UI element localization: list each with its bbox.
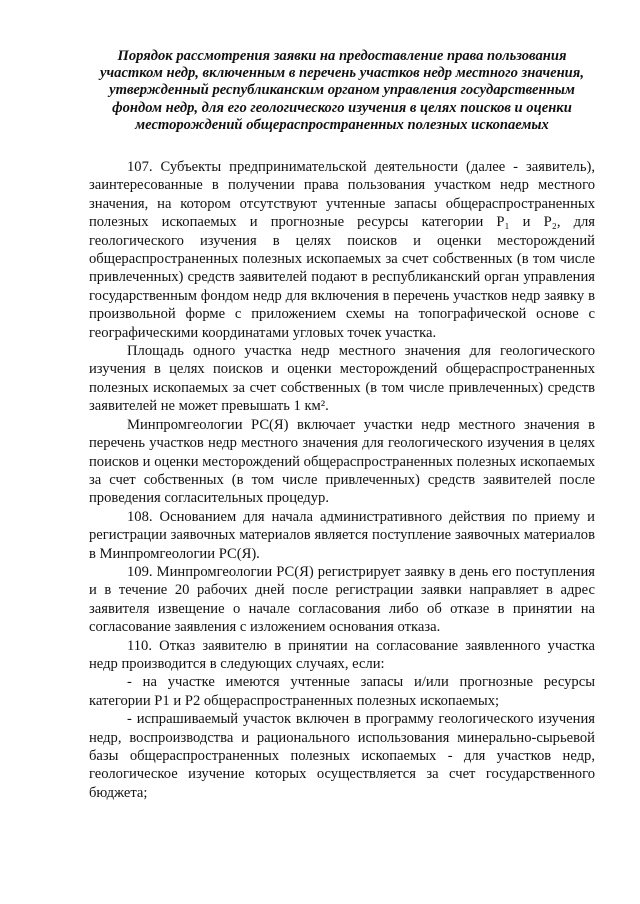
list-item-reserves: - на участке имеются учтенные запасы и/или прогнозные ресурсы категории Р1 и Р2 общераспространенных полезных ископаемых;	[89, 674, 595, 709]
paragraph-108: 108. Основанием для начала административного действия по приему и регистрации заявочных материалов является поступление заявочных материалов в Минпромгеологии РС(Я).	[89, 508, 595, 562]
paragraph-area-limit: Площадь одного участка недр местного значения для геологического изучения в целях поисков и оценки месторождений общераспространенных полезных ископаемых за счет собственных (в том числе привлеченных) средств заявителей не может превышать 1 км².	[89, 343, 595, 415]
document-body	[89, 158, 595, 802]
document-page	[89, 48, 595, 802]
list-item-program: - испрашиваемый участок включен в программу геологического изучения недр, воспроизводства и рационального использования минерально-сырьевой базы общераспространенных полезных ископаемых - для участков недр, геологическое изучение которых осуществляется за счет государственного бюджета;	[89, 711, 595, 801]
paragraph-109: 109. Минпромгеологии РС(Я) регистрирует заявку в день его поступления и в течение 20 рабочих дней после регистрации заявки направляет в адрес заявителя извещение о начале согласования либо об отказе в принятии на согласование заявления с изложением основания отказа.	[89, 563, 595, 636]
document-title: Порядок рассмотрения заявки на предоставление права пользования участком недр, включенным в перечень участков недр местного значения, утвержденный республиканским органом управления государственным фондом недр, для его геологического изучения в целях поисков и оценки месторождений общераспространенных полезных ископаемых	[100, 48, 584, 133]
paragraph-107: 107. Субъекты предпринимательской деятельности (далее - заявитель), заинтересованные в получении права пользования участком недр местного значения, на котором отсутствуют учтенные запасы общераспространенных полезных ископаемых и прогнозные ресурсы категории P₁ и P₂, для геологического изучения в целях поисков и оценки месторождений общераспространенных полезных ископаемых за счет собственных (в том числе привлеченных) средств заявителей подают в республиканский орган управления государственным фондом недр для включения в перечень участков недр заявку в произвольной форме с приложением схемы на топографической основе с географическими координатами угловых точек участка.	[89, 159, 595, 341]
paragraph-110: 110. Отказ заявителю в принятии на согласование заявленного участка недр производится в следующих случаях, если:	[89, 637, 595, 672]
paragraph-ministry-inclusion: Минпромгеологии РС(Я) включает участки недр местного значения в перечень участков недр местного значения для геологического изучения в целях поисков и оценки месторождений общераспространенных полезных ископаемых за счет собственных (в том числе привлеченных) средств заявителей после проведения согласительных процедур.	[89, 416, 595, 507]
